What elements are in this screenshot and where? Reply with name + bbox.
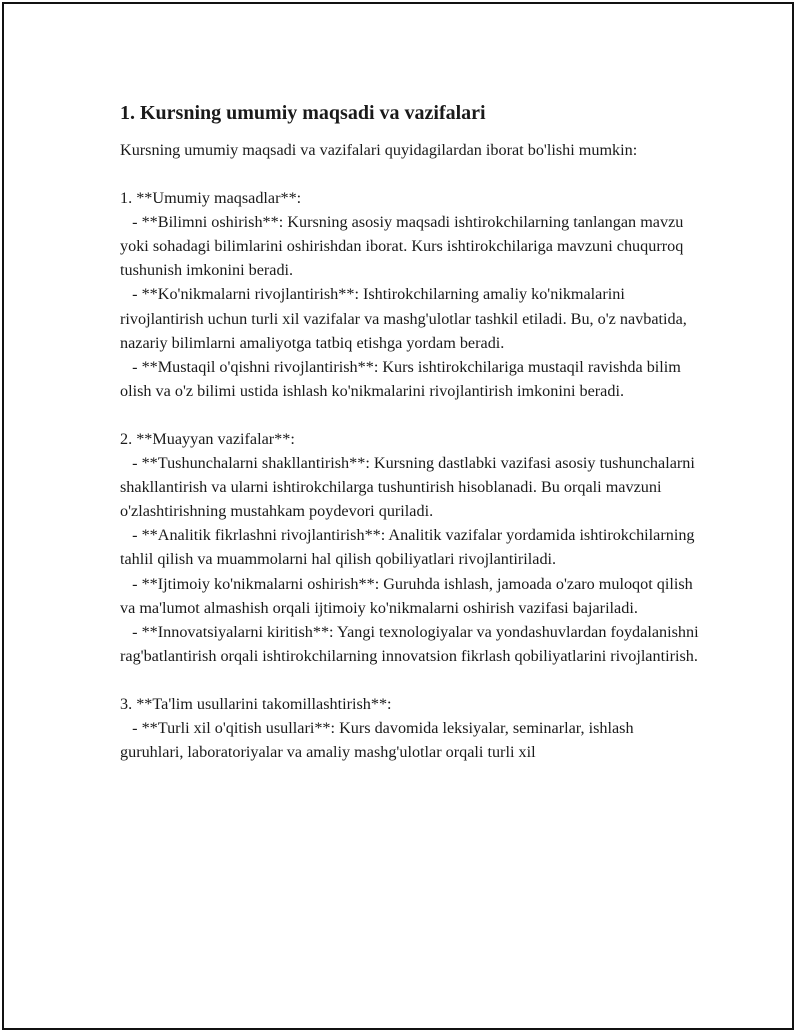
list-item: - **Tushunchalarni shakllantirish**: Kursning dastlabki vazifasi asosiy tushunchalarni shakllantirish va ularni ishtirokchilarga tushuntirish hisoblanadi. Bu orqali mavzuni o'zlashtirishning mustahkam poydevori quriladi. — [120, 454, 695, 521]
list-item: - **Mustaqil o'qishni rivojlantirish**: Kurs ishtirokchilariga mustaqil ravishda bilim olish va o'z bilimi ustida ishlash ko'nikmalarini rivojlantirish imkonini beradi. — [120, 357, 681, 400]
spacer — [120, 403, 700, 427]
section-heading: 1. Kursning umumiy maqsadi va vazifalari — [120, 102, 486, 124]
list-item-text: **Tushunchalarni shakllantirish**: Kursning dastlabki vazifasi asosiy tushunchalarni shakllantirish va ularni ishtirokchilarga tushuntirish hisoblanadi. Bu orqali mavzuni o'zlashtirishning mustahkam poydevori quriladi. — [120, 454, 695, 521]
list-item-text: **Analitik fikrlashni rivojlantirish**: Analitik vazifalar yordamida ishtirokchilarning tahlil qilish va muammolarni hal qilish qobiliyatlari rivojlantiriladi. — [120, 526, 695, 569]
document-content — [120, 100, 700, 764]
section-1-title: 1. **Umumiy maqsadlar**: — [120, 189, 302, 208]
list-item: - **Analitik fikrlashni rivojlantirish**: Analitik vazifalar yordamida ishtirokchilarning tahlil qilish va muammolarni hal qilish qobiliyatlari rivojlantiriladi. — [120, 526, 695, 569]
section-2-title: 2. **Muayyan vazifalar**: — [120, 429, 295, 448]
list-item-text: **Innovatsiyalarni kiritish**: Yangi texnologiyalar va yondashuvlardan foydalanishni rag'batlantirish orqali ishtirokchilarning innovatsion fikrlash qobiliyatlarini rivojlantirish. — [120, 622, 699, 665]
list-item-text: **Bilimni oshirish**: Kursning asosiy maqsadi ishtirokchilarning tanlangan mavzu yoki sohadagi bilimlarini oshirishdan iborat. Kurs ishtirokchilariga mavzuni chuqurroq tushunish imkonini beradi. — [120, 213, 684, 280]
intro-paragraph: Kursning umumiy maqsadi va vazifalari quyidagilardan iborat bo'lishi mumkin: — [120, 141, 638, 159]
list-item: - **Ko'nikmalarni rivojlantirish**: Ishtirokchilarning amaliy ko'nikmalarini rivojlantirish uchun turli xil vazifalar va mashg'ulotlar tashkil etiladi. Bu, o'z navbatida, nazariy bilimlarni amaliyotga tatbiq etishga yordam beradi. — [120, 285, 687, 352]
document-page — [2, 2, 794, 1030]
list-item: - **Turli xil o'qitish usullari**: Kurs davomida leksiyalar, seminarlar, ishlash guruhlari, laboratoriyalar va amaliy mashg'ulotlar orqali turli xil — [120, 718, 634, 762]
list-item-text: **Ijtimoiy ko'nikmalarni oshirish**: Guruhda ishlash, jamoada o'zaro muloqot qilish va ma'lumot almashish orqali ijtimoiy ko'nikmalarni oshirish vazifasi bajariladi. — [120, 574, 693, 617]
list-item: - **Bilimni oshirish**: Kursning asosiy maqsadi ishtirokchilarning tanlangan mavzu yoki sohadagi bilimlarini oshirishdan iborat. Kurs ishtirokchilariga mavzuni chuqurroq tushunish imkonini beradi. — [120, 213, 684, 280]
list-item-text: **Ko'nikmalarni rivojlantirish**: Ishtirokchilarning amaliy ko'nikmalarini rivojlantirish uchun turli xil vazifalar va mashg'ulotlar tashkil etiladi. Bu, o'z navbatida, nazariy bilimlarni amaliyotga tatbiq etishga yordam beradi. — [120, 285, 687, 352]
spacer — [120, 162, 700, 186]
list-item-text: **Mustaqil o'qishni rivojlantirish**: Kurs ishtirokchilariga mustaqil ravishda bilim olish va o'z bilimi ustida ishlash ko'nikmalarini rivojlantirish imkonini beradi. — [120, 357, 681, 400]
section-3-title: 3. **Ta'lim usullarini takomillashtirish**: — [120, 694, 392, 713]
spacer — [120, 668, 700, 692]
list-item-text: **Turli xil o'qitish usullari**: Kurs davomida leksiyalar, seminarlar, ishlash guruhlari, laboratoriyalar va amaliy mashg'ulotlar orqali turli xil — [120, 718, 634, 762]
list-item: - **Innovatsiyalarni kiritish**: Yangi texnologiyalar va yondashuvlardan foydalanishni rag'batlantirish orqali ishtirokchilarning innovatsion fikrlash qobiliyatlarini rivojlantirish. — [120, 622, 699, 665]
list-item: - **Ijtimoiy ko'nikmalarni oshirish**: Guruhda ishlash, jamoada o'zaro muloqot qilish va ma'lumot almashish orqali ijtimoiy ko'nikmalarni oshirish vazifasi bajariladi. — [120, 574, 693, 617]
